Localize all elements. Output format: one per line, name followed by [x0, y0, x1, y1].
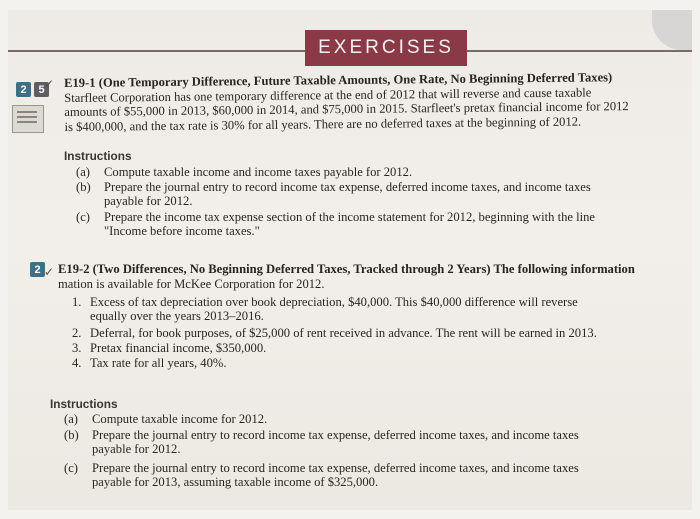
instruction-text: payable for 2013, assuming taxable income of $325,000.: [92, 475, 379, 490]
instruction-label: (c): [76, 210, 90, 224]
instruction-item: [76, 180, 688, 208]
fact-number: 4.: [72, 356, 82, 370]
problem-e19-2: [58, 262, 692, 291]
instruction-text: Prepare the journal entry to record income tax expense, deferred income taxes, and income taxes: [92, 461, 579, 475]
problem-text-line: is $400,000, and the tax rate is 30% for all years. There are no deferred taxes at the beginning of 2012.: [64, 114, 582, 134]
instruction-item: [76, 210, 688, 238]
instruction-text: "Income before income taxes.": [104, 224, 260, 239]
problem-title: E19-1 (One Temporary Difference, Future Taxable Amounts, One Rate, No Beginning Deferred Taxes): [64, 70, 613, 90]
instruction-item: [76, 165, 688, 179]
problem-text-line: amounts of $55,000 in 2013, $60,000 in 2014, and $75,000 in 2015. Starfleet's pretax financial income for 2012: [64, 99, 629, 120]
instruction-label: (a): [64, 412, 78, 426]
badge-5: 5: [34, 82, 49, 97]
instruction-text: payable for 2012.: [104, 194, 193, 209]
fact-item: [72, 295, 692, 323]
textbook-page-photo: [8, 10, 692, 510]
instructions-heading: Instructions: [50, 397, 118, 411]
instruction-text: Prepare the income tax expense section of the income statement for 2012, beginning with the line: [104, 210, 596, 224]
badge-2: 2: [16, 82, 31, 97]
fact-number: 2.: [72, 326, 82, 340]
problem-text-line: Starfleet Corporation has one temporary difference at the end of 2012 that will reverse and cause taxable: [64, 85, 592, 105]
fact-item: [72, 326, 692, 340]
instruction-item: [64, 412, 692, 426]
instruction-label: (b): [64, 428, 79, 442]
instruction-label: (b): [76, 180, 91, 194]
checkmark-icon: ✓: [44, 77, 55, 91]
fact-text: Pretax financial income, $350,000.: [90, 341, 267, 355]
problem-title: E19-2 (Two Differences, No Beginning Deferred Taxes, Tracked through 2 Years) The following information: [58, 262, 635, 276]
instruction-text: Prepare the journal entry to record income tax expense, deferred income taxes, and income taxes: [104, 180, 591, 194]
instruction-text: Prepare the journal entry to record income tax expense, deferred income taxes, and income taxes: [92, 428, 579, 442]
badge-2: 2: [30, 262, 45, 277]
instructions-heading: Instructions: [64, 149, 132, 163]
checkmark-icon: ✓: [44, 265, 55, 279]
problem-e19-1: [64, 69, 692, 134]
fact-text: equally over the years 2013–2016.: [90, 309, 264, 324]
fact-text: Excess of tax depreciation over book depreciation, $40,000. This $40,000 difference will reverse: [90, 295, 578, 309]
instruction-item: [64, 428, 692, 456]
exercises-banner: EXERCISES: [305, 30, 467, 66]
fact-text: Deferral, for book purposes, of $25,000 of rent received in advance. The rent will be earned in 2013.: [90, 326, 597, 340]
instruction-label: (c): [64, 461, 78, 475]
fact-text: Tax rate for all years, 40%.: [90, 356, 227, 370]
page-corner: [652, 10, 692, 50]
instruction-text: payable for 2012.: [92, 442, 181, 457]
problem-text-line: mation is available for McKee Corporation for 2012.: [58, 276, 325, 291]
instruction-text: Compute taxable income and income taxes payable for 2012.: [104, 165, 413, 179]
instruction-text: Compute taxable income for 2012.: [92, 412, 268, 426]
fact-number: 1.: [72, 295, 82, 309]
instruction-item: [64, 461, 692, 489]
instruction-label: (a): [76, 165, 90, 179]
note-icon: [12, 105, 44, 133]
fact-number: 3.: [72, 341, 82, 355]
fact-item: [72, 356, 692, 370]
fact-item: [72, 341, 692, 355]
